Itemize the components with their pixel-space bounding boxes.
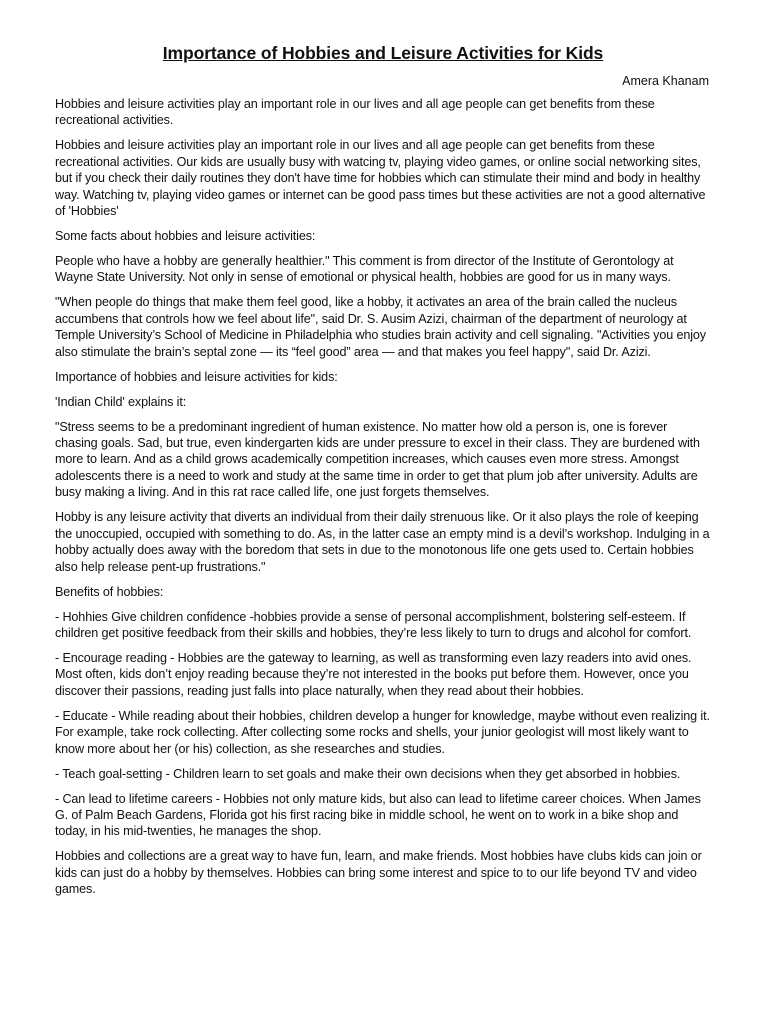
body-paragraph: People who have a hobby are generally healthier." This comment is from director of the Institute of Gerontology at Wayne State University. Not only in sense of emotional or physical health, hobbies are good for us in many ways. bbox=[55, 254, 674, 285]
benefit-item-goal-setting: - Teach goal-setting - Children learn to set goals and make their own decisions when they get absorbed in hobbies. bbox=[55, 766, 681, 781]
benefit-item-educate: - Educate - While reading about their hobbies, children develop a hunger for knowledge, maybe without even realizing it. For example, take rock collecting. After collecting some rocks and shells, your junior geologist will most likely want to know more about her (or his) collection, as she researches and studies. bbox=[55, 708, 710, 756]
section-heading-benefits: Benefits of hobbies: bbox=[55, 584, 164, 599]
benefit-item-confidence: - Hohhies Give children confidence -hobbies provide a sense of personal accomplishment, bolstering self-esteem. If children get positive feedback from their skills and hobbies, they’re less likely to turn to drugs and alcohol for comfort. bbox=[55, 609, 692, 640]
intro-paragraph: Hobbies and leisure activities play an important role in our lives and all age people can get benefits from these recreational activities. bbox=[55, 97, 655, 128]
quote-paragraph: "Stress seems to be a predominant ingredient of human existence. No matter how old a person is, one is forever chasing goals. Sad, but true, even kindergarten kids are under pressure to excel in their class. They are burdened with more to learn. And as a child grows academically competition increases, which causes even more stress. Amongst adolescents there is a need to work and study at the same time in order to get that plum job after university. Adults are busy making a living. And in this rat race called life, one just forgets themselves. bbox=[55, 419, 700, 500]
benefit-item-reading: - Encourage reading - Hobbies are the gateway to learning, as well as transforming even lazy readers into avid ones. Most often, kids don’t enjoy reading because they’re not interested in the books put before them. However, once you discover their passions, reading just falls into place naturally, when they read about their hobbies. bbox=[55, 650, 692, 698]
document-page bbox=[55, 42, 711, 906]
body-paragraph: Hobbies and leisure activities play an important role in our lives and all age people can get benefits from these recreational activities. Our kids are usually busy with watcing tv, playing video games, or online social networking sites, but if you check their daily routines they don't have time for hobbies which can stimulate their mind and body in healthy way. Watching tv, playing video games or internet can be good pass times but these activities are not a good alternative of 'Hobbies' bbox=[55, 138, 706, 219]
section-heading-importance: Importance of hobbies and leisure activities for kids: bbox=[55, 369, 338, 384]
document-title: Importance of Hobbies and Leisure Activities for Kids bbox=[162, 43, 604, 63]
benefit-item-careers: - Can lead to lifetime careers - Hobbies not only mature kids, but also can lead to lifetime career choices. When James G. of Palm Beach Gardens, Florida got his first racing bike in middle school, he went on to work in a bike shop and today, in his mid-twenties, he manages the shop. bbox=[55, 791, 701, 839]
source-attribution: 'Indian Child' explains it: bbox=[55, 394, 187, 409]
closing-paragraph: Hobbies and collections are a great way to have fun, learn, and make friends. Most hobbies have clubs kids can join or kids can just do a hobby by themselves. Hobbies can bring some interest and spice to to our life beyond TV and video games. bbox=[55, 849, 702, 897]
section-heading-facts: Some facts about hobbies and leisure activities: bbox=[55, 229, 316, 244]
quote-paragraph: "When people do things that make them feel good, like a hobby, it activates an area of the brain called the nucleus accumbens that controls how we feel about life", said Dr. S. Ausim Azizi, chairman of the department of neurology at Temple University’s School of Medicine in Philadelphia who studies brain activity and cell signaling. "Activities you enjoy also stimulate the brain’s septal zone — its “feel good” area — and that makes you feel happy", said Dr. Azizi. bbox=[55, 295, 706, 359]
quote-paragraph: Hobby is any leisure activity that diverts an individual from their daily strenuous like. Or it also plays the role of keeping the unoccupied, occupied with something to do. As, in the latter case an empty mind is a devil’s workshop. Indulging in a hobby actually does away with the boredom that sets in due to the monotonous life one gets used to. Certain hobbies also help release pent-up frustrations." bbox=[55, 510, 710, 574]
document-author: Amera Khanam bbox=[622, 74, 709, 88]
